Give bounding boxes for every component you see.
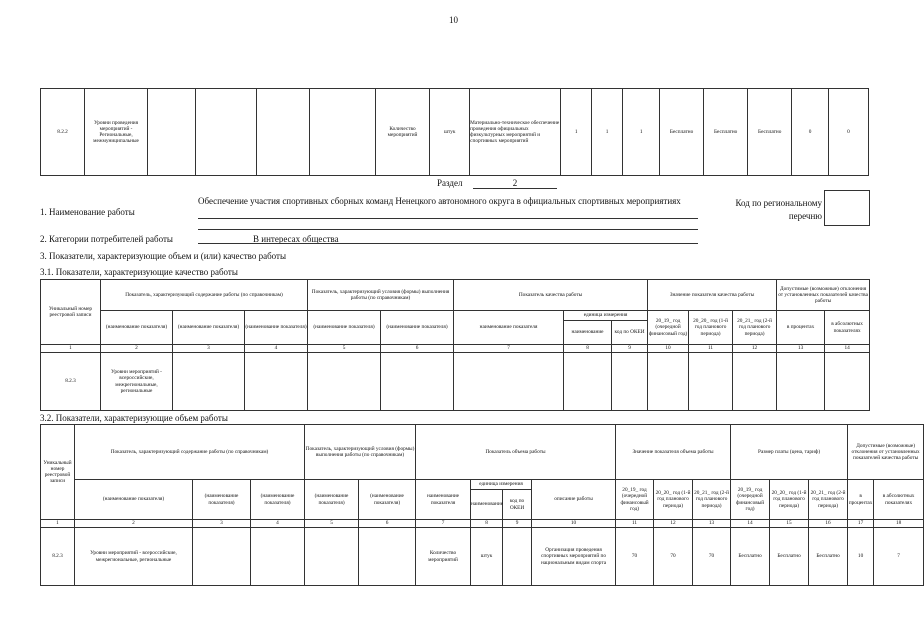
h-year-1: 20_19_ год (очередной финансовый год) <box>616 480 654 520</box>
h-absolute: в абсолютных показателях <box>874 480 924 520</box>
h-price-year-2: 20_20_ год (1-й год планового периода) <box>770 480 809 520</box>
h-name-2: (наименование показателя) <box>193 480 251 520</box>
h-description: описание работы <box>532 480 616 520</box>
h-unit: единица измерения <box>564 311 648 321</box>
row-number: 8.2.2 <box>41 89 85 176</box>
row-value-2: 70 <box>654 528 693 586</box>
h-content: Показатель, характеризующий содержание работы (по справочникам) <box>75 425 305 480</box>
h-name-2: (наименование показателя) <box>173 311 245 345</box>
consumers-value: В интересах общества <box>253 234 339 244</box>
table-row <box>41 353 870 411</box>
column-numbers: 1 2 3 4 5 6 7 8 9 10 11 12 13 14 15 16 17 18 <box>41 520 924 528</box>
h-deviations: Допустимые (возможные) отклонения от установленных показателей качества работы <box>777 280 870 311</box>
row-dev-2: 7 <box>874 528 924 586</box>
h-unique-number: Уникальный номер реестровой записи <box>41 280 101 345</box>
h-unique-number: Уникальный номер реестровой записи <box>41 425 75 520</box>
h-values: Значение показателя качества работы <box>648 280 777 311</box>
row-name: Уровни мероприятий - всероссийские, межрегиональные, региональные <box>75 528 193 586</box>
code-box <box>824 190 870 226</box>
row-unit: штук <box>430 89 470 176</box>
h-percent: в процентах <box>777 311 825 345</box>
work-label: 1. Наименование работы <box>40 207 135 217</box>
h-name-5: (наименование показателя) <box>381 311 454 345</box>
row-price-3: Бесплатно <box>748 89 792 176</box>
row-price-3: Бесплатно <box>809 528 848 586</box>
row-price-1: Бесплатно <box>731 528 770 586</box>
h-name-3: (наименование показателя) <box>251 480 305 520</box>
quality-title: 3.1. Показатели, характеризующие качество работы <box>40 267 238 277</box>
quality-table <box>40 279 870 411</box>
h-percent: в процентах <box>848 480 874 520</box>
work-name: Обеспечение участия спортивных сборных команд Ненецкого автономного округа в официальных спортивных мероприятиях <box>198 196 681 206</box>
row-value-2: 1 <box>591 89 622 176</box>
row-price-2: Бесплатно <box>770 528 809 586</box>
h-name-1: (наименование показателя) <box>75 480 193 520</box>
h-name-5: (наименование показателя) <box>359 480 416 520</box>
row-number: 8.2.3 <box>41 528 75 586</box>
h-price-year-3: 20_21_ год (2-й год планового периода) <box>809 480 848 520</box>
h-okei: код по ОКЕИ <box>503 490 532 520</box>
volume-title: 3.2. Показатели, характеризующие объем работы <box>40 413 228 423</box>
row-value-3: 70 <box>693 528 731 586</box>
top-table <box>40 88 869 176</box>
h-unit-name: наименование <box>471 490 503 520</box>
section-number: 2 <box>473 178 557 189</box>
h-absolute: в абсолютных показателях <box>825 311 870 345</box>
h-year-1: 20_19_ год (очередной финансовый год) <box>648 311 689 345</box>
row-dev-1: 10 <box>848 528 874 586</box>
h-volume: Показатель объема работы <box>416 425 616 480</box>
consumers-label: 2. Категории потребителей работы <box>40 234 173 244</box>
row-price-1: Бесплатно <box>660 89 704 176</box>
row-value-3: 1 <box>623 89 660 176</box>
h-year-2: 20_20_ год (1-й год планового периода) <box>654 480 693 520</box>
h-indicator-name: наименование показателя <box>416 480 471 520</box>
h-okei: код по ОКЕИ <box>612 321 648 345</box>
h-conditions: Показатель, характеризующий условия (формы) выполнения работы (по справочникам) <box>305 425 416 480</box>
row-dev-2: 0 <box>828 89 868 176</box>
h-values: Значение показателя объема работы <box>616 425 731 480</box>
table-row <box>41 528 924 586</box>
row-name: Уровни мероприятий - всероссийские, межрегиональные, региональные <box>101 353 173 411</box>
page-number: 10 <box>449 15 458 25</box>
h-unit: единица измерения <box>471 480 532 490</box>
h-content: Показатель, характеризующий содержание работы (по справочникам) <box>101 280 308 311</box>
indicators-title: 3. Показатели, характеризующие объем и (или) качество работы <box>40 251 287 261</box>
h-indicator-name: наименование показателя <box>454 311 564 345</box>
row-indicator: Количество мероприятий <box>375 89 430 176</box>
row-description: Материально-техническое обеспечение проведения официальных физкультурных мероприятий и спортивных мероприятий <box>470 89 561 176</box>
h-name-4: (наименование показателя) <box>305 480 359 520</box>
row-value-1: 70 <box>616 528 654 586</box>
row-number: 8.2.3 <box>41 353 101 411</box>
h-deviations: Допустимые (возможные) отклонения от установленных показателей качества работы <box>848 425 924 480</box>
h-name-3: (наименование показателя) <box>245 311 308 345</box>
h-price-year-1: 20_19_ год (очередной финансовый год) <box>731 480 770 520</box>
h-name-1: (наименование показателя) <box>101 311 173 345</box>
volume-table <box>40 424 924 586</box>
h-price: Размер платы (цена, тариф) <box>731 425 848 480</box>
row-price-2: Бесплатно <box>704 89 748 176</box>
h-name-4: (наименование показателя) <box>308 311 381 345</box>
row-name: Уровни проведения мероприятий - Региональные, межмуниципальные <box>85 89 148 176</box>
h-conditions: Показатель, характеризующий условия (формы) выполнения работы (по справочникам) <box>308 280 454 311</box>
h-year-3: 20_21_ год (2-й год планового периода) <box>733 311 777 345</box>
row-indicator: Количество мероприятий <box>416 528 471 586</box>
h-unit-name: наименование <box>564 321 612 345</box>
h-year-2: 20_20_ год (1-й год планового периода) <box>689 311 733 345</box>
row-value-1: 1 <box>561 89 591 176</box>
column-numbers: 1 2 3 4 5 6 7 8 9 10 11 12 13 14 <box>41 345 870 353</box>
code-label: Код по региональному перечню <box>735 198 822 221</box>
h-year-3: 20_21_ год (2-й год планового периода) <box>693 480 731 520</box>
row-description: Организация проведения спортивных мероприятий по национальным видам спорта <box>532 528 616 586</box>
row-unit: штук <box>471 528 503 586</box>
h-quality: Показатель качества работы <box>454 280 648 311</box>
section-label: Раздел <box>437 178 463 188</box>
row-dev-1: 0 <box>792 89 829 176</box>
